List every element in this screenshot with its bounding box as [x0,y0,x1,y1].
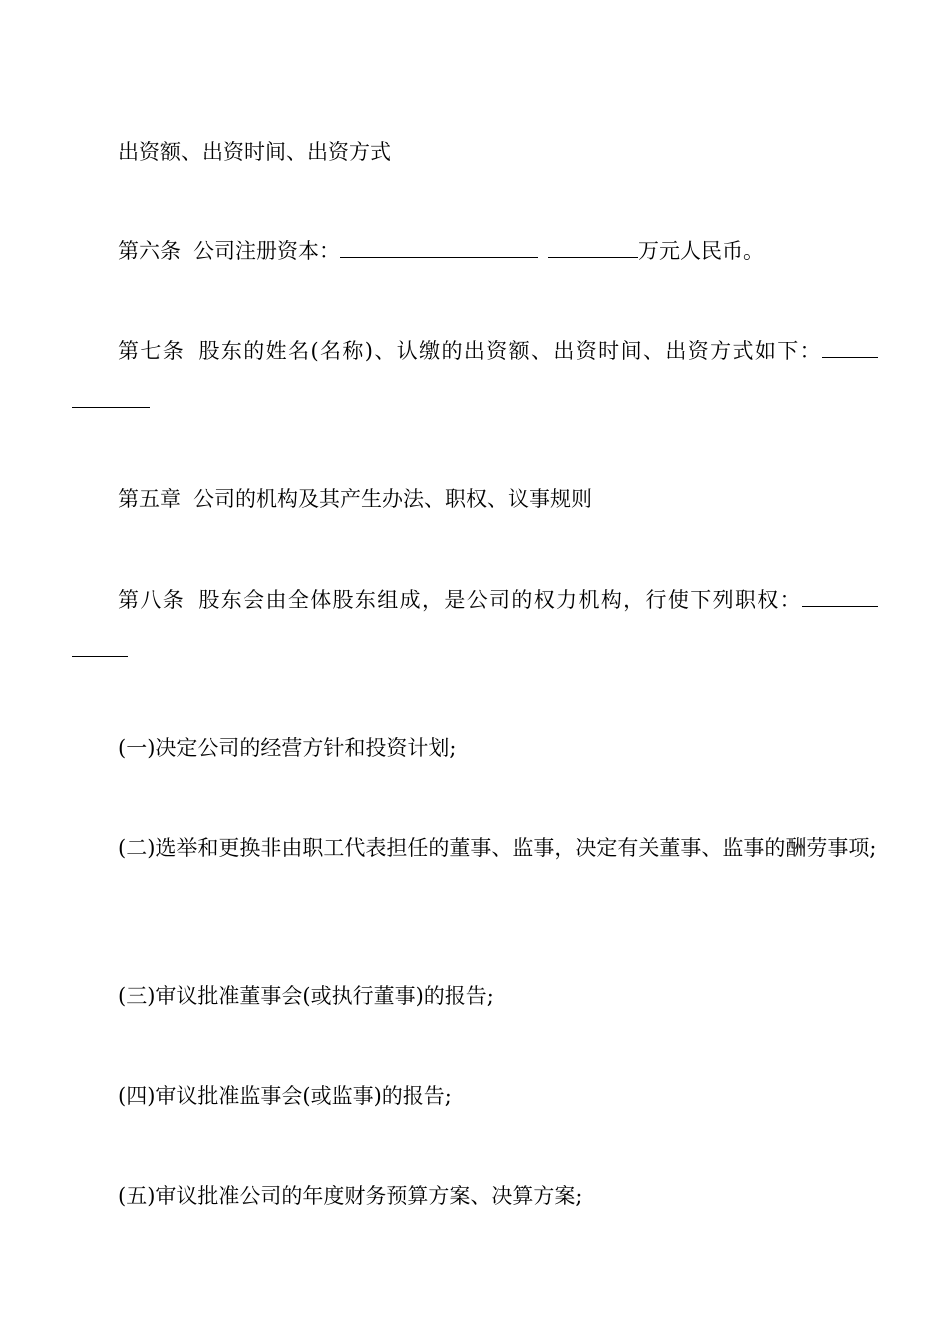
fill-in-blank[interactable] [802,588,878,607]
paragraph-contribution-heading [72,127,878,177]
chapter-title: 公司的机构及其产生办法、职权、议事规则 [193,487,592,511]
list-item-text: (四)审议批准监事会(或监事)的报告; [118,1084,452,1108]
fill-in-blank[interactable] [72,638,128,657]
article-7-shareholders [72,326,878,426]
list-item-text: (三)审议批准董事会(或执行董事)的报告; [118,984,494,1008]
article-6-registered-capital [72,226,878,276]
fill-in-blank[interactable] [340,239,538,258]
paragraph-text: 出资额、出资时间、出资方式 [118,140,391,164]
article-number: 第六条 [118,239,181,263]
article-suffix: 万元人民币。 [638,239,764,263]
article-number: 第八条 [118,588,186,612]
list-item-1 [72,723,878,773]
list-item-4 [72,1071,878,1121]
chapter-number: 第五章 [118,487,181,511]
fill-in-blank[interactable] [72,389,150,408]
list-item-text: (五)审议批准公司的年度财务预算方案、决算方案; [118,1184,583,1208]
list-item-2 [72,823,878,873]
fill-in-blank[interactable] [548,239,638,258]
article-text: 股东会由全体股东组成，是公司的权力机构，行使下列职权： [197,588,803,612]
article-8-shareholders-meeting [72,575,878,675]
article-text: 公司注册资本： [193,239,340,263]
list-item-text: (二)选举和更换非由职工代表担任的董事、监事，决定有关董事、监事的酬劳事项; [118,836,877,860]
list-item-5 [72,1171,878,1221]
list-item-3 [72,971,878,1021]
article-text: 股东的姓名(名称)、认缴的出资额、出资时间、出资方式如下： [197,339,823,363]
fill-in-blank[interactable] [822,339,878,358]
article-number: 第七条 [118,339,186,363]
list-item-text: (一)决定公司的经营方针和投资计划; [118,736,457,760]
chapter-5-heading [72,474,878,524]
